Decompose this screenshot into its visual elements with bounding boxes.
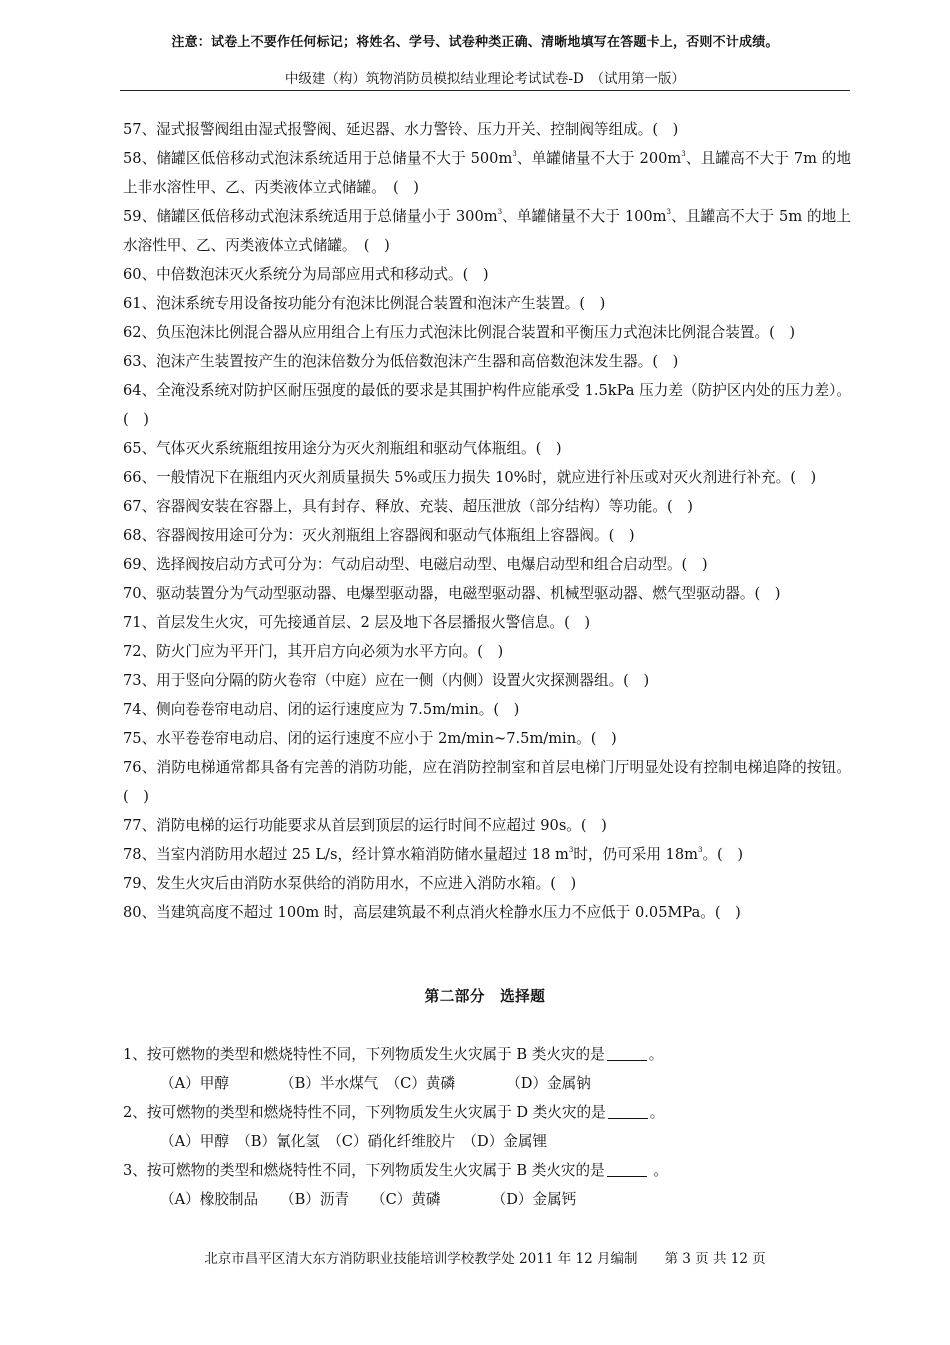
footer-org: 北京市昌平区清大东方消防职业技能培训学校教学处 2011 年 12 月编制	[204, 1251, 638, 1267]
mc-question-2: 2、按可燃物的类型和燃烧特性不同，下列物质发生火灾属于 D 类火灾的是 。	[123, 1104, 665, 1121]
tf-item-80: 80、当建筑高度不超过 100m 时，高层建筑最不利点消火栓静水压力不应低于 0.05MPa。( )	[123, 904, 741, 921]
tf-item-58: 58、储罐区低倍移动式泡沫系统适用于总储量不大于 $500m^3$、单罐储量不大于 $200m^3$、且罐高不大于 7m 的地上非水溶性甲、乙、丙类液体立式储罐。 ( )	[123, 150, 852, 196]
page-footer	[0, 1247, 950, 1267]
tf-item-66: 66、一般情况下在瓶组内灭火剂质量损失 5%或压力损失 10%时，就应进行补压或对灭火剂进行补充。( )	[123, 469, 817, 486]
multiple-choice-section	[123, 1040, 851, 1214]
exam-title: 中级建（构）筑物消防员模拟结业理论考试试卷-D （试用第一版）	[284, 71, 686, 87]
mc-question-1: 1、按可燃物的类型和燃烧特性不同，下列物质发生火灾属于 B 类火灾的是 。	[123, 1046, 664, 1063]
tf-item-62: 62、负压泡沫比例混合器从应用组合上有压力式泡沫比例混合装置和平衡压力式泡沫比例混合装置。( )	[123, 324, 796, 341]
tf-item-61: 61、泡沫系统专用设备按功能分有泡沫比例混合装置和泡沫产生装置。( )	[123, 295, 606, 312]
tf-item-74: 74、侧向卷卷帘电动启、闭的运行速度应为 7.5m/min。( )	[123, 701, 520, 718]
tf-item-71: 71、首层发生火灾，可先接通首层、2 层及地下各层播报火警信息。( )	[123, 614, 591, 631]
mc-options-3: （A）橡胶制品 （B）沥青 （C）黄磷 （D）金属钙	[160, 1191, 577, 1208]
tf-item-70: 70、驱动装置分为气动型驱动器、电爆型驱动器，电磁型驱动器、机械型驱动器、燃气型驱动器。( )	[123, 585, 781, 602]
tf-item-65: 65、气体灭火系统瓶组按用途分为灭火剂瓶组和驱动气体瓶组。( )	[123, 440, 562, 457]
tf-item-73: 73、用于竖向分隔的防火卷帘（中庭）应在一侧（内侧）设置火灾探测器组。( )	[123, 672, 650, 689]
tf-item-63: 63、泡沫产生装置按产生的泡沫倍数分为低倍数泡沫产生器和高倍数泡沫发生器。( )	[123, 353, 679, 370]
tf-item-57: 57、湿式报警阀组由湿式报警阀、延迟器、水力警铃、压力开关、控制阀等组成。( )	[123, 121, 679, 138]
section-title: 第二部分 选择题	[424, 988, 546, 1005]
tf-item-77: 77、消防电梯的运行功能要求从首层到顶层的运行时间不应超过 90s。( )	[123, 817, 607, 834]
answer-blank	[607, 1162, 647, 1177]
tf-item-59: 59、储罐区低倍移动式泡沫系统适用于总储量小于 $300m^3$、单罐储量不大于 $100m^3$、且罐高不大于 5m 的地上水溶性甲、乙、丙类液体立式储罐。 ( )	[123, 208, 852, 254]
true-false-section	[123, 115, 851, 927]
answer-blank	[607, 1046, 647, 1061]
tf-item-60: 60、中倍数泡沫灭火系统分为局部应用式和移动式。( )	[123, 266, 489, 283]
tf-item-67: 67、容器阀安装在容器上，具有封存、释放、充装、超压泄放（部分结构）等功能。( )	[123, 498, 693, 515]
tf-item-76: 76、消防电梯通常都具备有完善的消防功能，应在消防控制室和首层电梯门厅明显处设有控制电梯追降的按钮。( )	[123, 759, 851, 805]
tf-item-68: 68、容器阀按用途可分为：灭火剂瓶组上容器阀和驱动气体瓶组上容器阀。( )	[123, 527, 635, 544]
tf-item-64: 64、全淹没系统对防护区耐压强度的最低的要求是其围护构件应能承受 1.5kPa 压力差（防护区内处的压力差）。( )	[123, 382, 851, 428]
tf-item-75: 75、水平卷卷帘电动启、闭的运行速度不应小于 2m/min~7.5m/min。( )	[123, 730, 617, 747]
mc-options-2: （A）甲醇 （B）氰化氢 （C）硝化纤维胶片 （D）金属锂	[160, 1133, 548, 1150]
answer-blank	[608, 1104, 648, 1119]
tf-item-72: 72、防火门应为平开门，其开启方向必须为水平方向。( )	[123, 643, 504, 660]
mc-question-3: 3、按可燃物的类型和燃烧特性不同，下列物质发生火灾属于 B 类火灾的是 。	[123, 1162, 668, 1179]
tf-item-69: 69、选择阀按启动方式可分为：气动启动型、电磁启动型、电爆启动型和组合启动型。( )	[123, 556, 708, 573]
mc-options-1: （A）甲醇 （B）半水煤气 （C）黄磷 （D）金属钠	[160, 1075, 591, 1092]
page-number: 第 3 页 共 12 页	[664, 1251, 766, 1267]
tf-item-79: 79、发生火灾后由消防水泵供给的消防用水，不应进入消防水箱。( )	[123, 875, 577, 892]
exam-notice: 注意：试卷上不要作任何标记；将姓名、学号、试卷种类正确、清晰地填写在答题卡上，否则不计成绩。	[171, 35, 779, 50]
tf-item-78: 78、当室内消防用水超过 25 L/s，经计算水箱消防储水量超过 18 $m^3$时，仍可采用 $18m^3$。( )	[123, 846, 744, 863]
header-divider	[120, 90, 850, 91]
